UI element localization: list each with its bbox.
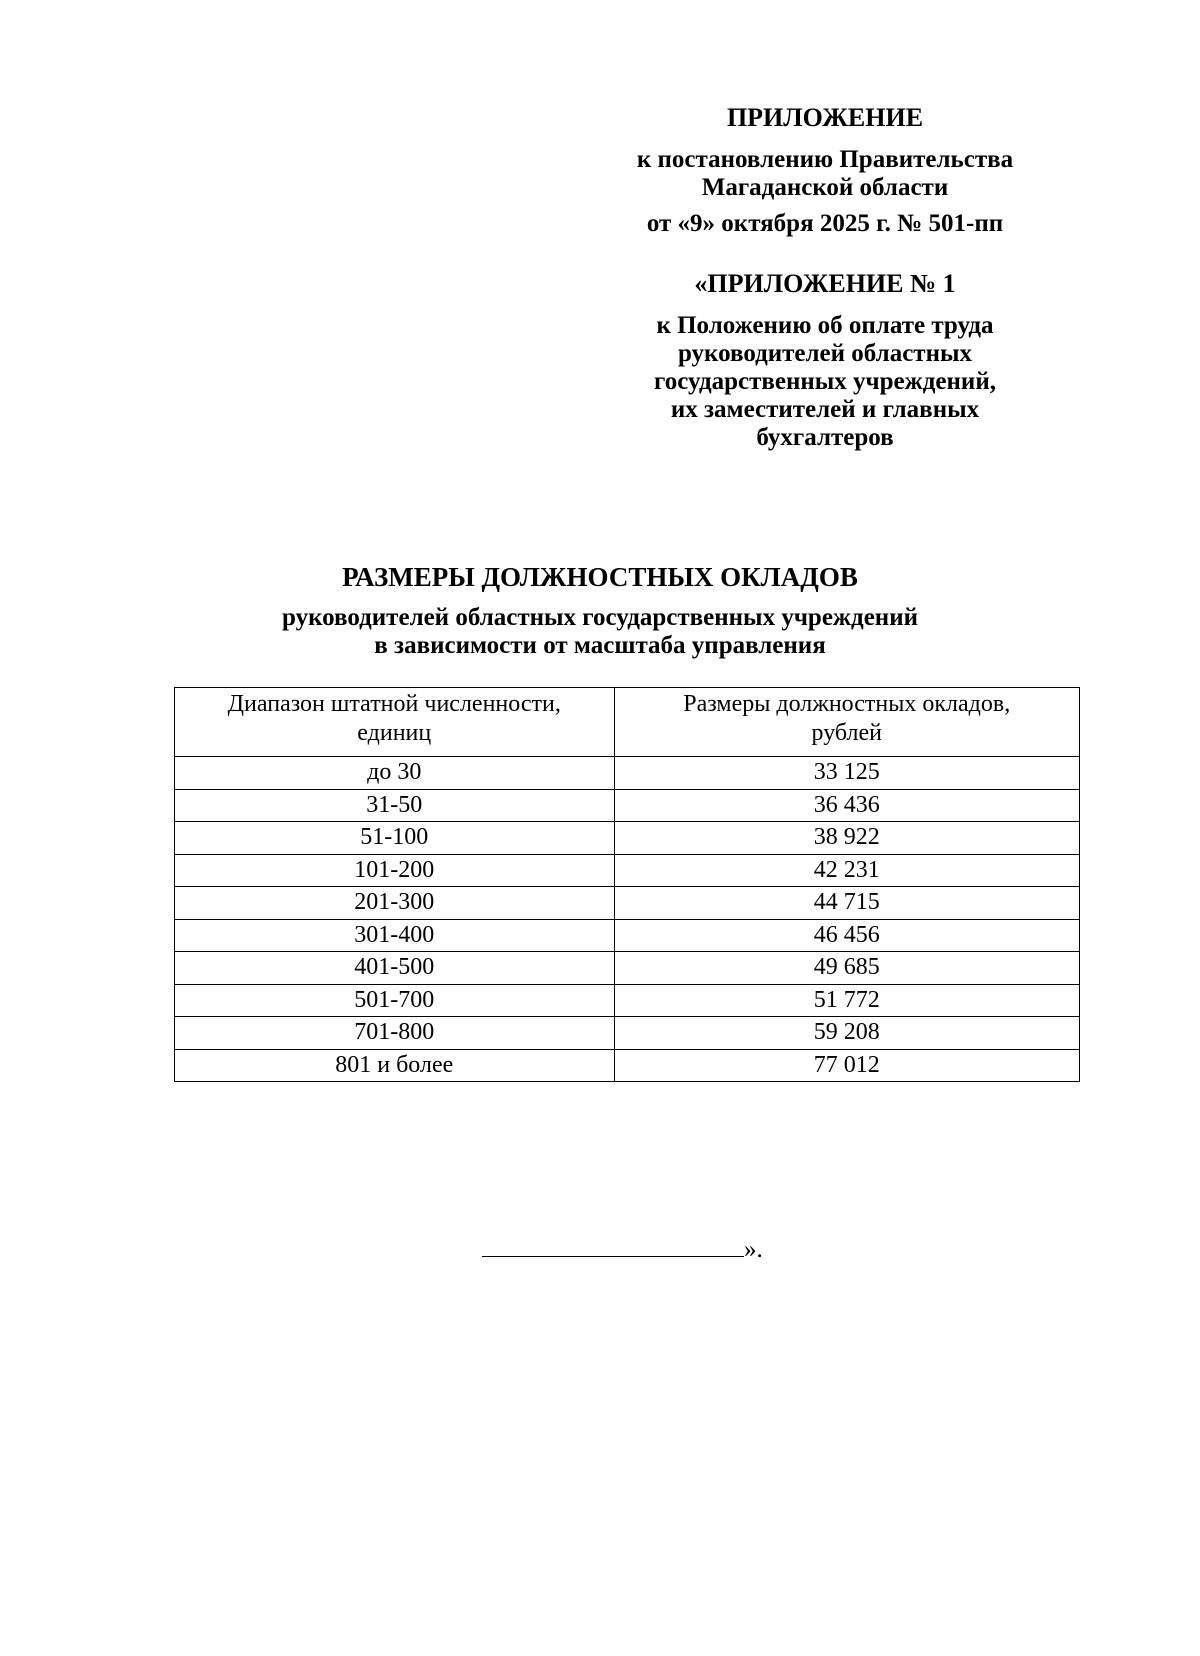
closing-underline [482,1236,744,1257]
header-staff-range-line-1: Диапазон штатной численности, [227,691,561,717]
appendix-date-number: от «9» октября 2025 г. № 501-пп [646,210,1004,237]
closing-mark [482,1236,763,1264]
header-staff-range-line-2: единиц [357,720,432,746]
header-staff-range [175,688,615,757]
salary-cell: 51 772 [614,984,1079,1017]
header-salary-line-2: рублей [811,720,882,746]
sub-appendix-line-4: их заместителей и главных [670,396,980,423]
staff-range-cell: 701-800 [175,1017,615,1050]
staff-range-cell: 501-700 [175,984,615,1017]
staff-range-cell: 51-100 [175,822,615,855]
staff-range-cell: 31-50 [175,789,615,822]
table-row [175,757,1080,790]
closing-quote: ». [744,1236,763,1263]
appendix-header [570,104,1080,452]
salary-cell: 33 125 [614,757,1079,790]
table-row [175,952,1080,985]
staff-range-cell: 301-400 [175,919,615,952]
table-row [175,887,1080,920]
sub-appendix-line-5: бухгалтеров [756,424,894,451]
table-row [175,984,1080,1017]
document-subtitle-line-2: в зависимости от масштаба управления [374,632,826,659]
table-row [175,854,1080,887]
salary-cell: 36 436 [614,789,1079,822]
appendix-resolution-line-2: Магаданской области [701,174,949,201]
document-subtitle-line-1: руководителей областных государственных учреждений [282,604,918,631]
staff-range-cell: до 30 [175,757,615,790]
salary-cell: 59 208 [614,1017,1079,1050]
table-row [175,1049,1080,1082]
document-title: РАЗМЕРЫ ДОЛЖНОСТНЫХ ОКЛАДОВ [342,562,858,592]
salary-cell: 49 685 [614,952,1079,985]
appendix-title: ПРИЛОЖЕНИЕ [726,103,924,132]
salary-cell: 38 922 [614,822,1079,855]
salary-table [174,687,1080,1082]
table-row [175,1017,1080,1050]
document-title-block [0,560,1200,660]
salary-cell: 46 456 [614,919,1079,952]
staff-range-cell: 201-300 [175,887,615,920]
salary-cell: 44 715 [614,887,1079,920]
header-salary-line-1: Размеры должностных окладов, [683,691,1011,717]
header-salary [614,688,1079,757]
staff-range-cell: 801 и более [175,1049,615,1082]
table-row [175,789,1080,822]
salary-cell: 42 231 [614,854,1079,887]
table-header-row [175,688,1080,757]
sub-appendix-title: «ПРИЛОЖЕНИЕ № 1 [694,269,956,298]
table-row [175,822,1080,855]
sub-appendix-line-1: к Положению об оплате труда [656,312,994,339]
staff-range-cell: 101-200 [175,854,615,887]
appendix-resolution-line-1: к постановлению Правительства [636,146,1014,173]
table-row [175,919,1080,952]
sub-appendix-line-3: государственных учреждений, [654,368,996,395]
sub-appendix-line-2: руководителей областных [677,340,973,367]
staff-range-cell: 401-500 [175,952,615,985]
salary-cell: 77 012 [614,1049,1079,1082]
